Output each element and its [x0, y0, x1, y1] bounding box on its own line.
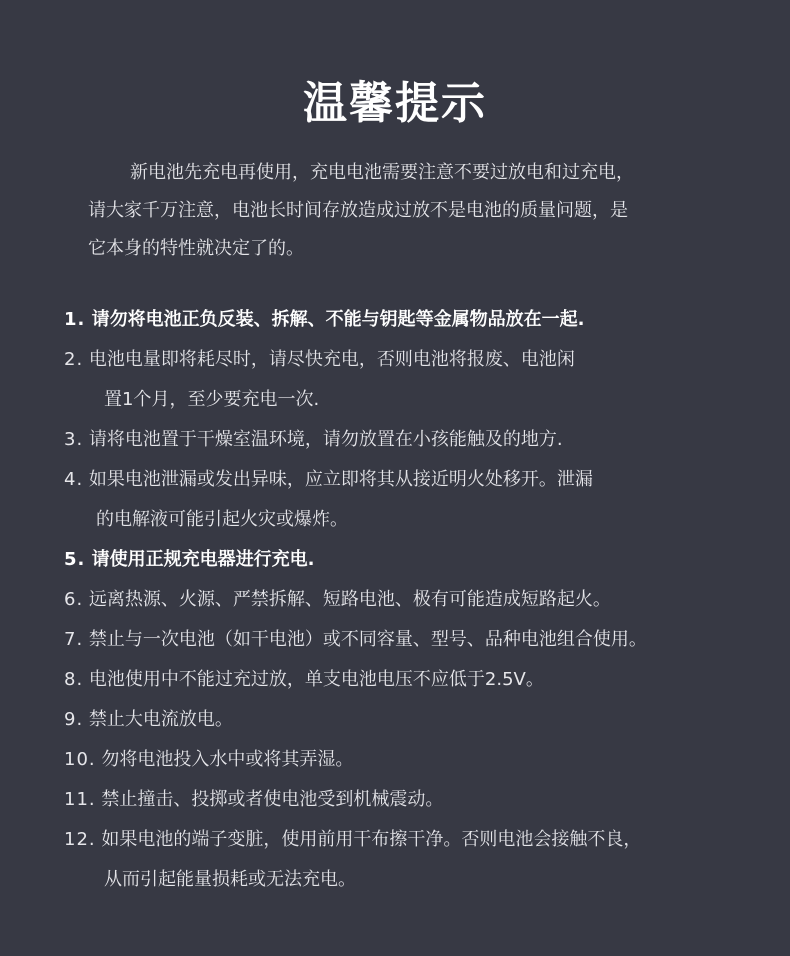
list-item	[64, 660, 764, 700]
item-number: 4.	[64, 469, 84, 490]
item-number: 10.	[64, 749, 96, 770]
item-text: 电池电量即将耗尽时，请尽快充电，否则电池将报废、电池闲	[88, 349, 575, 370]
item-number: 3.	[64, 429, 84, 450]
list-item	[64, 700, 764, 740]
list-item	[64, 820, 764, 860]
list-item	[64, 340, 764, 380]
list-item	[64, 420, 764, 460]
intro-paragraph	[88, 154, 728, 268]
item-text: 勿将电池投入水中或将其弄湿。	[101, 749, 354, 770]
item-continuation: 从而引起能量损耗或无法充电。	[104, 869, 356, 890]
item-number: 7.	[64, 629, 84, 650]
list-item	[64, 300, 764, 340]
item-text: 如果电池的端子变脏，使用前用干布擦干净。否则电池会接触不良，	[101, 829, 642, 850]
page-title: 温馨提示	[303, 78, 487, 129]
list-item	[64, 540, 764, 580]
item-number: 1.	[64, 309, 86, 330]
intro-line: 新电池先充电再使用，充电电池需要注意不要过放电和过充电，	[130, 162, 634, 183]
item-number: 8.	[64, 669, 84, 690]
item-number: 12.	[64, 829, 96, 850]
list-item	[64, 580, 764, 620]
item-number: 9.	[64, 709, 84, 730]
item-text: 禁止与一次电池（如干电池）或不同容量、型号、品种电池组合使用。	[88, 629, 647, 650]
item-number: 11.	[64, 789, 96, 810]
item-continuation: 的电解液可能引起火灾或爆炸。	[96, 509, 348, 530]
item-text: 远离热源、火源、严禁拆解、短路电池、极有可能造成短路起火。	[88, 589, 611, 610]
list-item	[64, 620, 764, 660]
item-number: 6.	[64, 589, 84, 610]
list-item	[64, 740, 764, 780]
item-text: 电池使用中不能过充过放，单支电池电压不应低于2.5V。	[88, 669, 544, 690]
item-text: 如果电池泄漏或发出异味，应立即将其从接近明火处移开。泄漏	[88, 469, 593, 490]
item-text: 禁止撞击、投掷或者使电池受到机械震动。	[101, 789, 444, 810]
intro-line: 它本身的特性就决定了的。	[88, 238, 304, 259]
item-number: 2.	[64, 349, 84, 370]
list-item	[64, 780, 764, 820]
item-text: 请使用正规充电器进行充电.	[91, 549, 315, 570]
item-text: 请将电池置于干燥室温环境，请勿放置在小孩能触及的地方.	[88, 429, 563, 450]
item-text: 请勿将电池正负反装、拆解、不能与钥匙等金属物品放在一起.	[91, 309, 585, 330]
tips-list	[64, 300, 764, 900]
item-continuation: 置1个月，至少要充电一次.	[104, 389, 320, 410]
item-number: 5.	[64, 549, 86, 570]
list-item	[64, 460, 764, 500]
item-text: 禁止大电流放电。	[88, 709, 233, 730]
intro-line: 请大家千万注意，电池长时间存放造成过放不是电池的质量问题，是	[88, 200, 628, 221]
